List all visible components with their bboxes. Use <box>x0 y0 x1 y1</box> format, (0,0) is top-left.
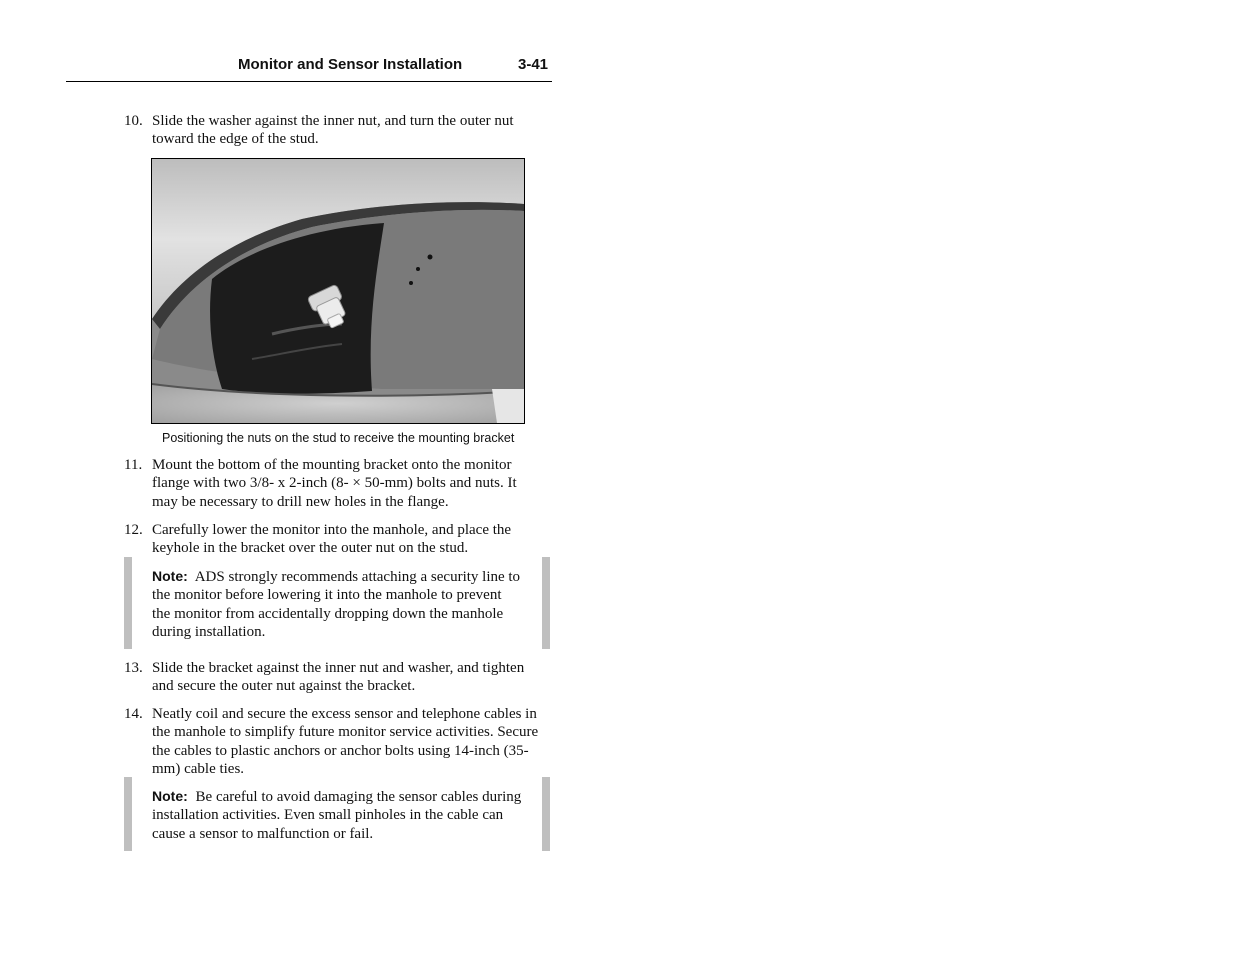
note-bar-left <box>124 777 132 851</box>
note-bar-right <box>542 557 550 649</box>
step-number: 12. <box>124 522 143 538</box>
step-number: 14. <box>124 706 143 722</box>
step-14 <box>124 705 544 779</box>
step-text: Carefully lower the monitor into the manhole, and place the keyhole in the bracket over the outer nut on the stud. <box>152 522 512 557</box>
note-bar-left <box>124 557 132 649</box>
step-12 <box>124 521 544 558</box>
note-label: Note: <box>152 568 188 584</box>
note-body <box>152 787 522 843</box>
step-number: 11. <box>124 457 143 473</box>
step-text: Slide the bracket against the inner nut and washer, and tighten and secure the outer nut against the bracket. <box>152 660 525 695</box>
page-number: 3-41 <box>518 56 549 73</box>
note-text: ADS strongly recommends attaching a security line to the monitor before lowering it into the manhole to prevent the monitor from accidentally dropping down the manhole during installation. <box>152 569 521 641</box>
step-text: Neatly coil and secure the excess sensor and telephone cables in the manhole to simplify future monitor service activities. Secure the cables to plastic anchors or anchor bolts using 14-inch (35-mm) cable ties. <box>152 706 539 778</box>
photo-illustration <box>152 159 524 423</box>
note-label: Note: <box>152 788 188 804</box>
note-body <box>152 567 522 642</box>
note-bar-right <box>542 777 550 851</box>
step-10 <box>124 112 544 149</box>
step-13 <box>124 659 544 696</box>
step-number: 10. <box>124 113 143 129</box>
page-header-title: Monitor and Sensor Installation <box>238 56 463 73</box>
step-number: 13. <box>124 660 143 676</box>
note-box <box>124 777 550 851</box>
installation-photo <box>151 158 525 424</box>
note-box <box>124 557 550 649</box>
step-text: Slide the washer against the inner nut, and turn the outer nut toward the edge of the stud. <box>152 113 514 148</box>
note-text: Be careful to avoid damaging the sensor cables during installation activities. Even small pinholes in the cable can cause a sensor to malfunction or fail. <box>152 789 522 842</box>
figure-caption: Positioning the nuts on the stud to receive the mounting bracket <box>162 431 515 445</box>
page-header <box>66 54 552 82</box>
step-11 <box>124 456 544 511</box>
step-text: Mount the bottom of the mounting bracket onto the monitor flange with two 3/8- x 2-inch (8- × 50-mm) bolts and nuts. It may be necessary to drill new holes in the flange. <box>152 457 517 510</box>
